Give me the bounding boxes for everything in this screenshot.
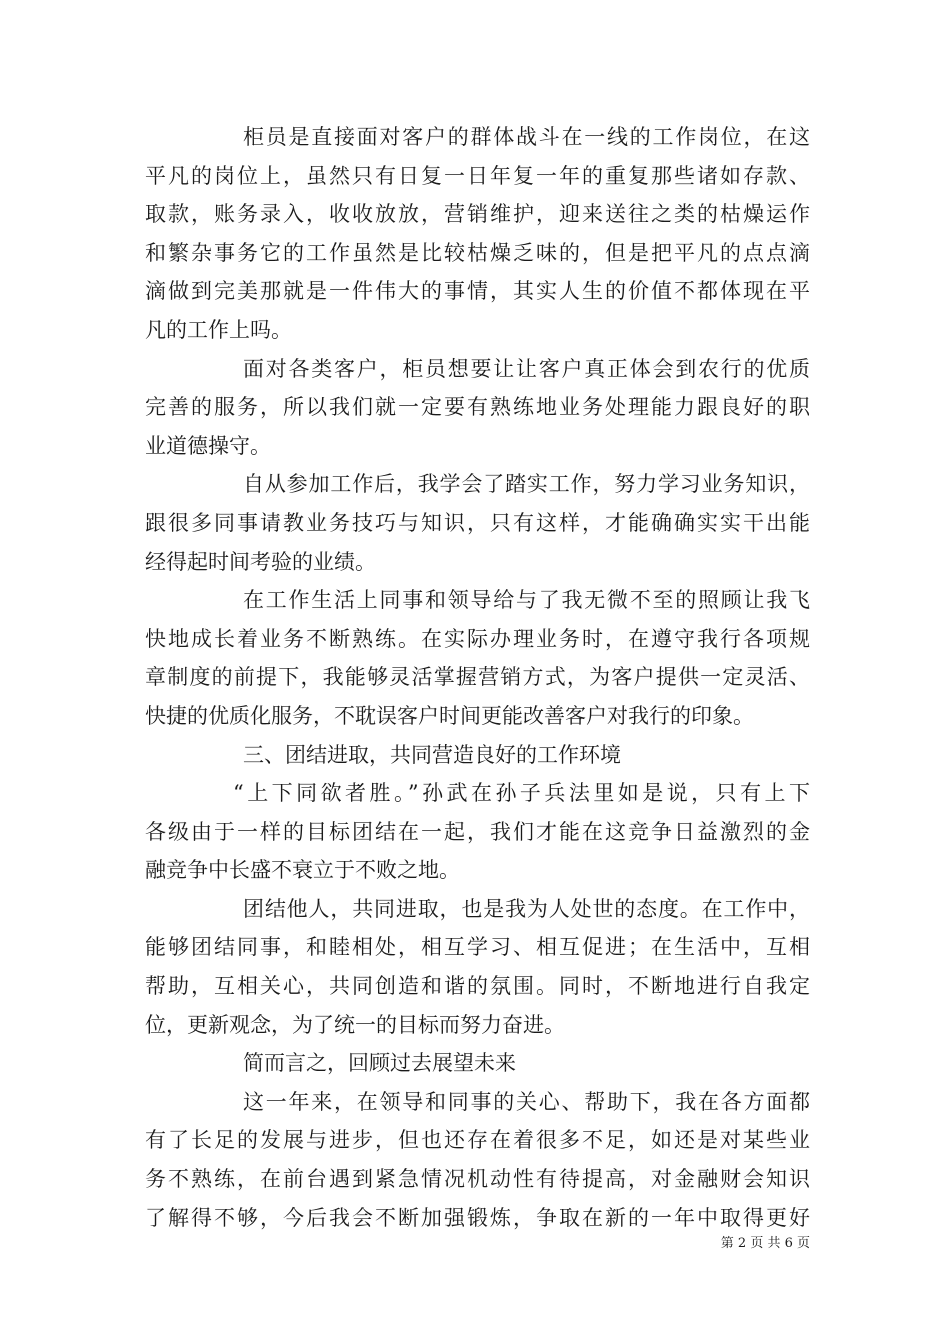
paragraph-line: 凡的工作上吗。 [145,317,292,342]
paragraph-line: 团结他人，共同进取，也是我为人处世的态度。在工作中， [243,896,810,921]
summary-heading: 简而言之，回顾过去展望未来 [243,1051,516,1076]
paragraph-line: 和繁杂事务它的工作虽然是比较枯燥乏味的，但是把平凡的点点滴 [145,240,810,265]
paragraph-line: 取款，账务录入，收收放放，营销维护，迎来送往之类的枯燥运作 [145,202,810,227]
body-text [145,118,810,1237]
paragraph-line: 能够团结同事，和睦相处，相互学习、相互促进；在生活中，互相 [145,935,810,960]
paragraph-line: 这一年来，在领导和同事的关心、帮助下，我在各方面都 [243,1089,810,1114]
paragraph-line: 自从参加工作后，我学会了踏实工作，努力学习业务知识， [243,472,810,497]
paragraph-line: 在工作生活上同事和领导给与了我无微不至的照顾让我飞 [243,588,810,613]
paragraph-line: 章制度的前提下，我能够灵活掌握营销方式，为客户提供一定灵活、 [145,665,810,690]
paragraph-line: 了解得不够，今后我会不断加强锻炼，争取在新的一年中取得更好 [145,1205,810,1230]
paragraph-line: 各级由于一样的目标团结在一起，我们才能在这竞争日益激烈的金 [145,819,810,844]
paragraph-line: 柜员是直接面对客户的群体战斗在一线的工作岗位，在这 [243,125,810,149]
paragraph-line: 面对各类客户，柜员想要让让客户真正体会到农行的优质 [243,356,810,381]
paragraph-line: 快地成长着业务不断熟练。在实际办理业务时，在遵守我行各项规 [145,626,810,651]
section-heading: 三、团结进取，共同营造良好的工作环境 [243,742,621,767]
paragraph-line: 滴做到完美那就是一件伟大的事情，其实人生的价值不都体现在平 [145,279,810,304]
paragraph-line: 业道德操守。 [145,433,271,458]
paragraph-line: 经得起时间考验的业绩。 [145,549,376,574]
paragraph-line: 位，更新观念，为了统一的目标而努力奋进。 [145,1012,565,1037]
paragraph-line: 完善的服务，所以我们就一定要有熟练地业务处理能力跟良好的职 [145,395,810,420]
paragraph-line: 务不熟练，在前台遇到紧急情况机动性有待提高，对金融财会知识 [145,1167,810,1192]
paragraph-line: 平凡的岗位上，虽然只有日复一日年复一年的重复那些诸如存款、 [145,163,810,188]
paragraph-line: 跟很多同事请教业务技巧与知识，只有这样，才能确确实实干出能 [145,510,810,535]
paragraph-line: 有了长足的发展与进步，但也还存在着很多不足，如还是对某些业 [145,1128,810,1153]
paragraph-line: “上下同欲者胜。”孙武在孙子兵法里如是说，只有上下 [233,781,810,806]
paragraph-line: 融竞争中长盛不衰立于不败之地。 [145,858,460,883]
page-number-footer: 第 2 页 共 6 页 [720,1236,810,1251]
paragraph-line: 帮助，互相关心，共同创造和谐的氛围。同时，不断地进行自我定 [145,974,810,999]
paragraph-line: 快捷的优质化服务，不耽误客户时间更能改善客户对我行的印象。 [145,703,754,728]
